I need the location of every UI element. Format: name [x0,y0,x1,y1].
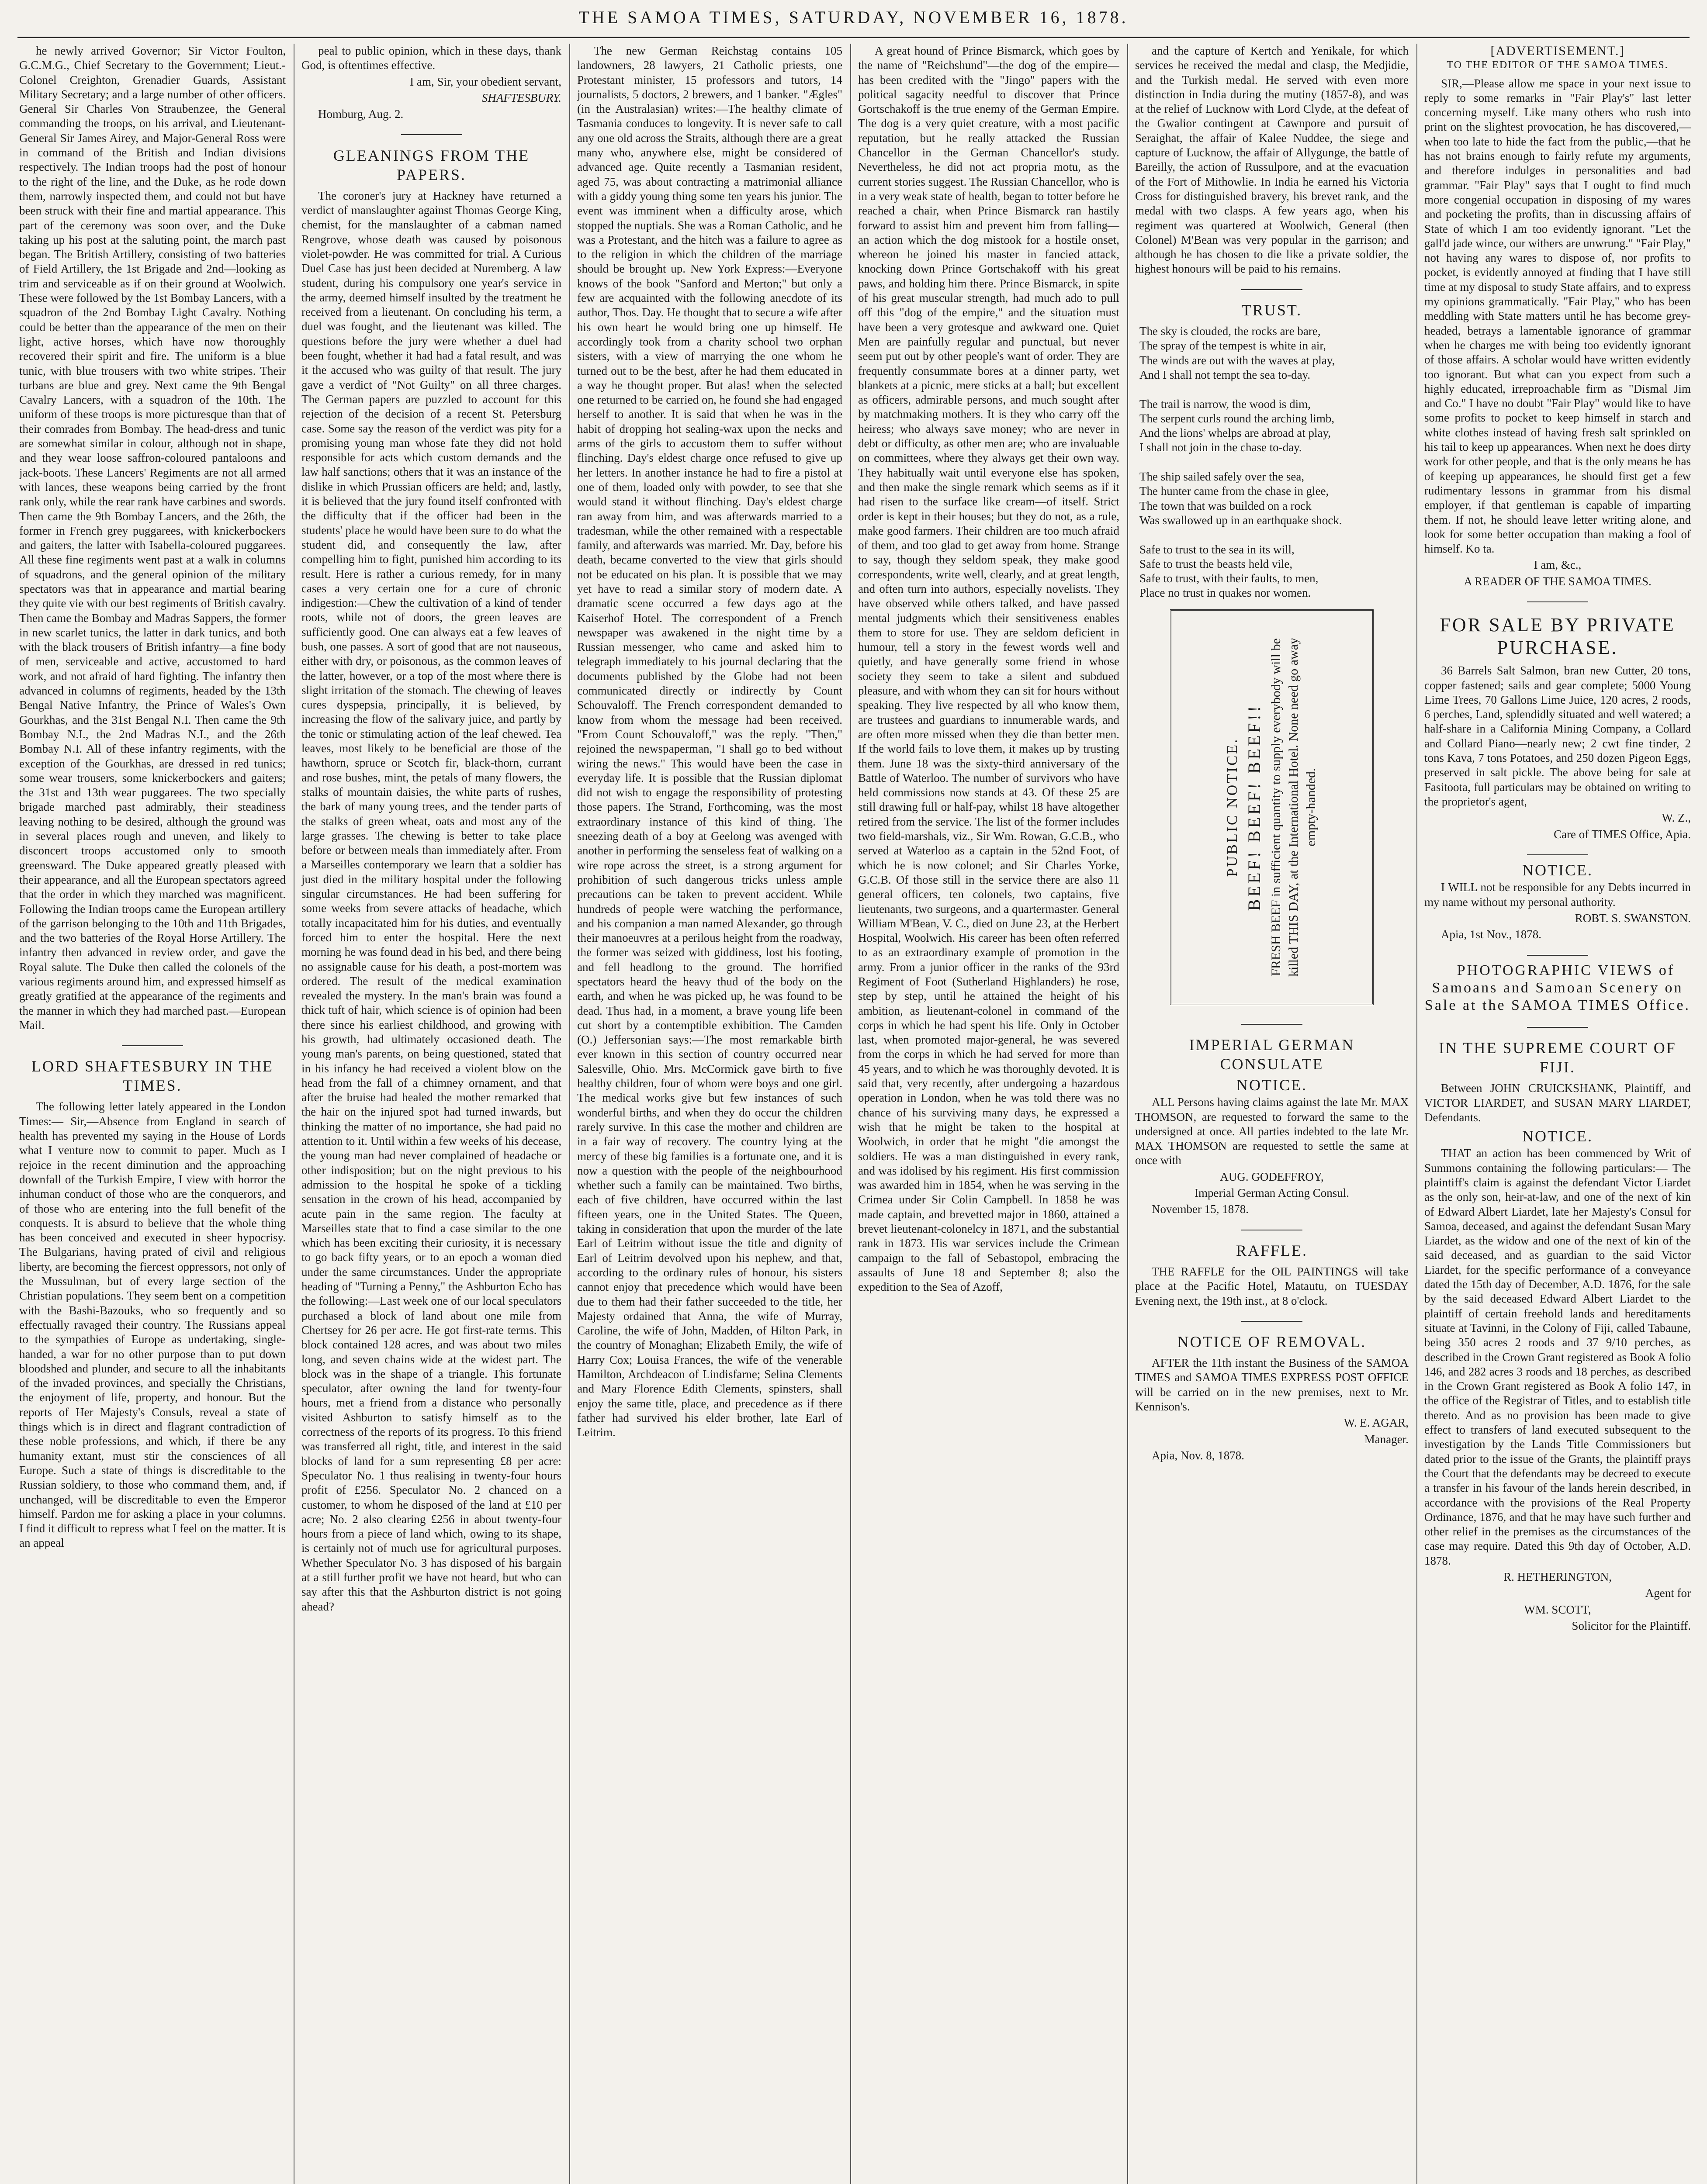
court-signature-2: WM. SCOTT, [1524,1603,1591,1616]
beef-advertisement [1170,609,1374,1005]
headline-removal: NOTICE OF REMOVAL. [1177,1333,1367,1351]
reader-letter-closing: I am, &c., [1534,558,1582,572]
removal-date: Apia, Nov. 8, 1878. [1152,1448,1244,1462]
headline-raffle: RAFFLE. [1236,1241,1308,1259]
swanston-date: Apia, 1st Nov., 1878. [1441,928,1541,941]
letter-continuation: peal to public opinion, which in these days, thank God, is oftentimes effective. [301,44,561,72]
poem-line: Place no trust in quakes nor women. [1139,586,1311,600]
headline-trust: TRUST. [1241,301,1302,319]
swanston-notice-body: I WILL not be responsible for any Debts incurred in my name without my personal authority. [1424,881,1691,909]
poem-line: The serpent curls round the arching limb, [1139,411,1335,425]
notice-title: NOTICE. [1522,861,1593,879]
column-5 [1135,44,1409,2184]
divider [1424,844,1691,859]
column-4 [858,44,1119,2184]
newspaper-masthead: THE SAMOA TIMES, SATURDAY, NOVEMBER 16, 1878. [578,7,1129,27]
consul-date: November 15, 1878. [1152,1203,1249,1216]
swanston-signature: ROBT. S. SWANSTON. [1575,912,1691,925]
headline-for-sale: FOR SALE BY PRIVATE PURCHASE. [1440,614,1676,659]
poem-line [1139,382,1409,397]
removal-role: Manager. [1364,1432,1409,1446]
column-2 [301,44,561,2184]
article-gleanings: The coroner's jury at Hackney have returned a verdict of manslaughter against Thomas George King, chemist, for the manslaughter of a cabman named Rengrove, whose death was caused by poisonous violet-powder. He was committed for trial. A Curious Duel Case has just been decided at Nuremberg. A law student, during his compulsory one year's service in the army, deemed himself insulted by the treatment he received from a lieutenant. On concluding his term, a duel was fought, and the lieutenant was killed. The questions before the jury were whether a duel had been fought, whether it had had a fatal result, and was it the accused who was guilty of that result. The jury gave a verdict of "Not Guilty" on all three charges. The German papers are puzzled to account for this rejection of the decision of a recent St. Petersburg case. Some say the reason of the verdict was pity for a promising young man whose fate they did not hold responsible for acts which custom demands and the law half sanctions; others that it was an instance of the dislike in which Prussian officers are held; and, lastly, it is believed that the jury found itself confronted with the difficulty that if the officer had been in the students' place he would have been sure to do what the student did, and consequently the law, after compelling him to fight, punished him according to its result. Here is rather a curious remedy, for in many cases a very certain one for a cure of chronic indigestion:—Chew the cultivation of a kind of tender roots, while not of doors, the green leaves are sufficiently good. One can always eat a few leaves of bush, one passes. A sort of good that are not nauseous, either with dry, or poisonous, as the common leaves of the latter, however, or a top of the most where there is slight irritation of the stomach. The chewing of leaves cures dyspepsia, principally, it is believed, by increasing the flow of the salivary juice, and partly by the tonic or stimulating action of the leaf chewed. Tea leaves, most likely to be beneficial are those of the hawthorn, spruce or Scotch fir, black-thorn, currant and rose bushes, mint, the petals of many flowers, the stalks of mountain daisies, the white parts of rushes, the bark of many young trees, and the tender parts of the stalks of green wheat, oats and most any of the large grasses. The chewing is better to take place before or between meals than immediately after. From a Marseilles contemporary we learn that a soldier has just died in the military hospital under the following singular circumstances. He had been suffering for some weeks from severe attacks of headache, which totally incapacitated him for his duties, and eventually forced him to enter the hospital. Here the next morning he was found dead in his bed, and there being no assignable cause for his death, a post-mortem was ordered. The result of the medical examination revealed the mystery. In the man's brain was found a thick tuft of hair, which science is of opinion had been there since his earliest childhood, and growing with his growth, had ultimately occasioned death. The young man's parents, on being questioned, stated that in his infancy he had received a violent blow on the head from the fall of a chimney ornament, and that after the bruise had healed the mother remarked that the hair on the injured spot had turned inwards, but thinking the matter of no importance, she had paid no attention to it. Until within a few weeks of his decease, the young man had never complained of headache or other indisposition; but on the night previous to his admission to the hospital he spoke of a tickling sensation in the crown of his head, accompanied by acute pain in the same region. The faculty at Marseilles state that to find a case similar to the one which has been exciting their curiosity, it is necessary to go back fifty years, or to an epoch a woman died under the same circumstances. Under the appropriate heading of "Turning a Penny," the Ashburton Echo has the following:—Last week one of our local speculators purchased a block of land about one mile from Chertsey for 26 per acre. He got first-rate terms. This block contained 128 acres, and was about two miles long, and seven chains wide at the widest part. The block was in the shape of a triangle. This fortunate speculator, after owning the land for twenty-four hours, met a friend from a distance who personally visited Ashburton to satisfy himself as to the correctness of the reports of its progress. To this friend was transferred all right, title, and interest in the said blocks of land for a sum representing £8 per acre: Speculator No. 1 thus realising in twenty-four hours profit of £256. Speculator No. 2 chanced on a customer, to whom he disposed of the land at £10 per acre; No. 2 also clearing £256 in about twenty-four hours from a piece of land which, owing to its shape, is certainly not of much use for agricultural purposes. Whether Speculator No. 3 has disposed of his bargain at a still further profit we have not heard, but who can say after this that the Ashburton district is not going ahead? [301,189,561,1613]
advertisement-label: [ADVERTISEMENT.] [1490,44,1625,58]
divider [1135,1014,1409,1028]
beef-body: FRESH BEEF in sufficient quantity to supply everybody will be killed THIS DAY, at the International Hotel. None need go away empty-handed. [1269,637,1318,977]
consulate-notice-body: ALL Persons having claims against the late Mr. MAX THOMSON, are requested to forward the same to the undersigned at once. All parties indebted to the late Mr. MAX THOMSON are requested to settle the same at once with [1135,1095,1409,1167]
column-rule [569,44,570,2184]
divider [1135,1311,1409,1325]
reader-letter-signature: A READER OF THE SAMOA TIMES. [1464,574,1652,588]
divider [19,1035,286,1050]
beef-advertisement-text [1224,624,1320,991]
letter-closing: I am, Sir, your obedient servant, [410,75,561,88]
letter-place-date: Homburg, Aug. 2. [318,107,404,121]
consul-title: Imperial German Acting Consul. [1195,1186,1349,1200]
notice-title: NOTICE. [1522,1127,1593,1145]
reader-letter-body: SIR,—Please allow me space in your next issue to reply to some remarks in "Fair Play's" last letter concerning myself. Like many others who rush into print on the slightest provocation, he has discovered,—when too late to hide the fact from the public,—that he has not brains enough to fairly refute my arguments, and therefore indulges in personalities and bad grammar. "Fair Play" says that I ought to find much more congenial occupation in disposing of my wares and pocketing the profits, than in discussing affairs of State of which I am too evidently ignorant. "Let the gall'd jade wince, our withers are unwrung." "Fair Play," not having any wares to dispose of, nor profits to pocket, is evidently annoyed at finding that I have still time at my disposal to study State affairs, and to express my opinions grammatically. "Fair Play," who has been meddling with State matters until he has become grey-headed, betrays a lamentable ignorance of grammar when he charges me with being too evidently ignorant of those affairs. A scholar would have written evidently too ignorant. But what can you expect from such a highly educated, irreproachable firm as "Dismal Jim and Co." I have no doubt "Fair Play" would like to have some profits to pocket to keep himself in starch and white clothes instead of having fresh salt sprinkled on his tail to keep up appearances. When next he does dirty work for other people, and that is the only means he has of keeping up appearances, he should first get a few rudimentary lessons in grammar from his dismal employer, if that gentleman is capable of imparting them. If not, he should leave letter writing alone, and look for some better occupation than making a fool of himself. Ko ta. [1424,76,1691,556]
column-3 [577,44,842,2184]
for-sale-office: Care of TIMES Office, Apia. [1554,827,1691,841]
court-notice-body: THAT an action has been commenced by Writ of Summons containing the following particulars:— The plaintiff's claim is against the defendant Victor Liardet as the only son, heir-at-law, and one of the next of kin of Edward Albert Liardet, late her Majesty's Consul for Samoa, deceased, and against the defendant Susan Mary Liardet, as the widow and one of the next of kin of the said deceased, and as guardian to the said Victor Liardet, for the specific performance of a conveyance dated the 15th day of December, A.D. 1876, for the sale by the said deceased Edward Albert Liardet to the plaintiff of certain freehold lands and hereditaments situate at Tavinni, in the Colony of Fiji, called Tabaune, being 350 acres 2 roods and 37 9/10 perches, as described in the Crown Grant registered as Book A folio 146, and 282 acres 3 roods and 18 perches, as described in the Crown Grant registered as Book A folio 147, in the office of the Registrar of Titles, and to establish title thereto. And as no provision has been made to give effect to transfers of land executed subsequent to the investigation by the Lands Title Commissioners but dated prior to the issue of the Grants, the plaintiff prays the Court that the defendants may be decreed to execute a transfer in his favour of the lands herein described, in accordance with the provisions of the Real Property Ordinance, 1876, and that he may have such further and other relief in the premises as the circumstances of the case may require. Dated this 9th day of October, A.D. 1878. [1424,1147,1691,1567]
poem-line: The hunter came from the chase in glee, [1139,484,1329,498]
column-6 [1424,44,1691,2184]
court-signature-2-role: Solicitor for the Plaintiff. [1572,1619,1691,1632]
article-bismarck-hound: A great hound of Prince Bismarck, which goes by the name of "Reichshund"—the dog of the empire—has been credited with the "Jingo" papers with the political sagacity needful to discover that Prince Gortschakoff is the true enemy of the German Empire. The dog is a very quiet creature, with a most pacific reputation, but he really attacked the Russian Chancellor in the German Chancellor's study. Nevertheless, he did not act propria motu, as the current stories suggest. The Russian Chancellor, who is in a very weak state of health, began to totter before he reached a chair, when Prince Bismarck ran hastily forward to assist him and prevent him from falling—an action which the dog mistook for a hostile onset, whereon he joined his master in fancied attack, knocking down Prince Gortschakoff with his great paws, and holding him there. Prince Bismarck, in spite of his great muscular strength, had much ado to pull off this "dog of the empire," and the situation must have been a very grotesque and awkward one. Quiet Men are painfully regular and punctual, but never seem put out by other people's want of order. They are frequently consummate bores at a dinner party, wet blankets at a picnic, mere sticks at a ball; but excellent as officers, admirable persons, and much sought after by matchmaking mothers. It is they who carry off the heiress; who always save money; who are never in debt or difficulty, as other men are; who are invaluable on committees, where they always get their own way. They habitually wait until everyone else has spoken, and then make the single remark which seems as if it had risen to the surface like cream—of itself. Strict order is kept in their houses; but they do not, as a rule, make good farmers. Their children are too much afraid of them, and too glad to get away from home. Strange to say, though they seldom speak, they make good correspondents, write well, clearly, and at great length, and often turn into authors, especially novelists. They have observed while others talked, and have passed mental judgments which their sensitiveness enables them to store for use. They are seldom deficient in humour, tell a story in the fewest words well and quietly, and have generally some friend in whose society they seem to take a silent and subdued pleasure, and with whom they can sit for hours without speaking. They live respected by all who know them, are trustees and guardians to innumerable wards, and are often more missed when they die than better men. If the world fails to love them, it makes up by trusting them. June 18 was the sixty-third anniversary of the Battle of Waterloo. The number of survivors who have held commissions now stands at 43. Of these 25 are still drawing full or half-pay, whilst 18 have altogether retired from the service. The list of the former includes two field-marshals, viz., Sir Wm. Rowan, G.C.B., who served at Waterloo as a captain in the 52nd Foot, of which he is now colonel; and Sir Charles Yorke, G.C.B. Of those still in the service there are also 11 general officers, ten colonels, two captains, five lieutenants, two surgeons, and a quartermaster. General William M'Bean, V. C., died on June 23, at the Herbert Hospital, Woolwich. His career has been often referred to as an extraordinary example of promotion in the army. From a junior officer in the ranks of the 93rd Regiment of Foot (Sutherland Highlanders) he rose, step by step, until he attained the height of his ambition, as lieutenant-colonel in command of the corps in which he had spent his life. Only in October last, when promoted major-general, he was severed from the corps in which he had served for more than 45 years, and to which he was thoroughly devoted. It is said that, very recently, after undergoing a hazardous operation in London, when he was told there was no chance of his surviving many days, he expressed a wish that he might be taken to the hospital at Woolwich, in order that he might "die amongst the soldiers. He was a man distinguished in every rank, and was idolised by his regiment. His first commission was awarded him in 1854, when he was serving in the Crimea under Sir Colin Campbell. In 1858 he was made captain, and brevetted major in 1860, attained a brevet lieutenant-colonelcy in 1871, and the substantial rank in 1873. His war services include the Crimean campaign to the fall of Sebastopol, embracing the assaults of June 18 and September 8; also the expedition to the Sea of Azoff, [858,44,1119,1294]
notice-title: NOTICE. [1236,1076,1307,1094]
column-1 [19,44,286,2184]
article-mbean-continued: and the capture of Kertch and Yenikale, for which services he received the medal and clasp, the Medjidie, and the Turkish medal. He served with even more distinction in India during the mutiny (1857-8), and was at the relief of Lucknow with Lord Clyde, at the defeat of the Gwalior contingent at Cawnpore and pursuit of Seraighat, the affair of Kalee Nuddee, the siege and capture of Lucknow, the affair of Allygunge, the battle of Bareilly, the action of Russulpore, and at the evacuation of the Fort of Mithowlie. In India he earned his Victoria Cross for distinguished bravery, his brevet rank, and the medal with two clasps. A few years ago, when his regiment was quartered at Woolwich, General (then Colonel) M'Bean was very popular in the garrison; and although he has chosen to die like a private soldier, the highest honours will be paid to his remains. [1135,44,1409,276]
headline-gleanings: GLEANINGS FROM THE PAPERS. [333,146,530,183]
court-signature-1-role: Agent for [1645,1586,1691,1600]
poem-line: And the lions' whelps are abroad at play, [1139,426,1331,440]
poem-line: The ship sailed safely over the sea, [1139,470,1305,484]
beef-headline: BEEF! BEEF! BEEF!! [1244,703,1264,911]
court-parties: Between JOHN CRUICKSHANK, Plaintiff, and VICTOR LIARDET, and SUSAN MARY LIARDET, Defendants. [1424,1082,1691,1124]
poem-line: The town that was builded on a rock [1139,499,1312,512]
article-lord-shaftesbury: The following letter lately appeared in the London Times:— Sir,—Absence from England in search of health has prevented my saying in the House of Lords what I venture now to commit to paper. Much as I rejoice in the recent diminution and the approaching downfall of the Turkish Empire, I view with horror the inhuman conduct of those who are the conquerors, and of those who are entering into the full benefit of the conquests. It is absurd to believe that the whole thing has been conceived and executed in sheer hypocrisy. The Bulgarians, having prated of civil and religious liberty, are becoming the fiercest oppressors, not only of the Mussulman, but of every large section of the Christian populations. They seem bent on a competition with the Bashi-Bazouks, who so frequently and so effectually ravaged their country. The Russians appeal to the sympathies of Europe as undertaking, single-handed, a war for no other purpose than to put down bloodshed and plunder, and secure to all the inhabitants of the invaded provinces, and specially the Christians, the enjoyment of life, property, and honour. But the reports of Her Majesty's Consuls, reveal a state of things which is in direct and flagrant contradiction of these noble professions, and which, if there be any humanity extant, must stir the consciences of all Europe. Such a state of things is discreditable to the Russian soldiery, to those who command them, and, if unchanged, will be discreditable to even the Emperor himself. Pardon me for asking a place in your columns. I find it difficult to repress what I feel on the matter. It is an appeal [19,1100,286,1550]
headline-lord-shaftesbury: LORD SHAFTESBURY IN THE TIMES. [31,1057,274,1095]
poem-line: The spray of the tempest is white in air, [1139,339,1326,352]
removal-body: AFTER the 11th instant the Business of the SAMOA TIMES and SAMOA TIMES EXPRESS POST OFFICE will be carried on in the new premises, next to Mr. Kennison's. [1135,1356,1409,1413]
divider [1135,1220,1409,1234]
divider [1135,279,1409,294]
public-notice-title: PUBLIC NOTICE. [1224,737,1240,877]
column-rule [1416,44,1417,2184]
column-rule [850,44,851,2184]
poem-line: Safe to trust to the sea in its will, [1139,543,1295,556]
poem-line [1139,528,1409,542]
poem-line: I shall not join in the chase to-day. [1139,441,1302,454]
poem-line: Was swallowed up in an earthquake shock. [1139,513,1342,527]
headline-supreme-court: IN THE SUPREME COURT OF FIJI. [1439,1039,1676,1076]
headline-consulate: IMPERIAL GERMAN CONSULATE [1189,1036,1355,1073]
removal-signature: W. E. AGAR, [1343,1416,1409,1430]
letter-signature: SHAFTESBURY. [481,91,561,104]
consul-name: AUG. GODEFFROY, [1220,1170,1324,1183]
poem-line: The trail is narrow, the wood is dim, [1139,397,1311,411]
divider [1424,591,1691,606]
column-rule [1127,44,1128,2184]
raffle-body: THE RAFFLE for the OIL PAINTINGS will take place at the Pacific Hotel, Matautu, on TUESDAY Evening next, the 19th inst., at 8 o'clock. [1135,1265,1409,1307]
for-sale-body: 36 Barrels Salt Salmon, bran new Cutter, 20 tons, copper fastened; sails and gear complete; 5000 Young Lime Trees, 70 Gallons Lime Juice, 120 acres, 2 roods, 6 perches, Land, splendidly situated and well watered; a half-share in a California Mining Company, a Collard and Collard Piano—nearly new; 2 cwt fine tinder, 2 tons Kava, 7 tons Potatoes, and 250 dozen Pigeon Eggs, preserved in salt pickle. The above being for sale at Fasitoota, full particulars may be obtained on writing to the proprietor's agent, [1424,664,1691,808]
poem-line: Safe to trust, with their faults, to men, [1139,572,1319,585]
advertisement-addressee: TO THE EDITOR OF THE SAMOA TIMES. [1447,59,1669,71]
article-news-items: The new German Reichstag contains 105 landowners, 28 lawyers, 21 Catholic priests, one Protestant minister, 15 professors and tutors, 14 journalists, 5 doctors, 2 brewers, and 1 banker. "Ægles" (in the Australasian) writes:—The healthy climate of Tasmania conduces to longevity. It is never safe to call any one old across the Straits, although there are a great many who, anywhere else, might be considered of advanced age. Quite recently a Tasmanian resident, aged 75, was about contracting a matrimonial alliance with a giddy young thing some ten years his junior. The event was imminent when a difficulty arose, which stopped the nuptials. She was a Roman Catholic, and he was a Protestant, and the hitch was a failure to agree as to the religion in which the children of the marriage should be brought up. New York Express:—Everyone knows of the book "Sanford and Merton;" but only a few are acquainted with the following anecdote of its author, Thos. Day. He thought that to secure a wife after his own heart he would bring one up himself. He accordingly took from a charity school two orphan sisters, with a view of marrying the one whom he turned out to be the best, after he had them educated in a way he thought proper. But alas! when the selected one returned to be carried on, he found she had engaged herself to another. It is said that when he was in the habit of dropping hot sealing-wax upon the necks and arms of the girls to accustom them to suffer without flinching. Day's eldest charge once refused to give up her letters. In another instance he had to fire a pistol at one of them, loaded only with powder, to see that she would stand it without flinching. Day's eldest charge ran away from him, and was afterwards married to a tradesman, while the other remained with a respectable family, and afterwards was married. Mr. Day, before his death, became converted to the view that girls should not be educated on his plan. It is possible that we may yet have to read a similar story of modern date. A dramatic scene occurred a few days ago at the Kaiserhof Hotel. The correspondent of a French newspaper was awakened in the night time by a Russian messenger, who came and asked him to telegraph immediately to his journal declaring that the documents published by the Globe had not been communicated directly or indirectly by Count Schouvaloff. The French correspondent demanded to know from whom the message had been received. "From Count Schouvaloff," was the reply. "Then," rejoined the newspaperman, "I shall go to bed without wiring the news." This would have been the case in everyday life. It is possible that the Russian diplomat did not wish to engage the responsibility of protesting those papers. The Strand, Forthcoming, was the most extraordinary instance of this kind of thing. The sneezing death of a boy at Geelong was avenged with another in performing the senseless feat of walking on a wire rope across the street, is a strong argument for prohibition of such dangerous tricks unless ample precautions can be taken to prevent accident. While hundreds of people were watching the performance, and his companion a man named Alexander, go through their manoeuvres at a perilous height from the roadway, the former was seized with giddiness, lost his footing, and fell headlong to the ground. The horrified spectators heard the heavy thud of the body on the earth, and when he was picked up, he was found to be dead. Thus had, in a moment, a brave young life been cut short by a contemptible exhibition. The Camden (O.) Jeffersonian says:—The most remarkable birth ever known in this section of country occurred near Salesville, Ohio. Mrs. McCormick gave birth to five healthy children, four of whom were boys and one girl. The medical works give but few instances of such wonderful births, and when they do occur the children rarely survive. In this case the mother and children are in a fair way of recovery. The country lying at the mercy of these big families is a fortunate one, and it is now a question with the people of the neighbourhood whether such a family can be maintained. Two births, each of five children, have occurred within the last fifteen years, one in the United States. The Queen, taking in consideration that upon the murder of the late Earl of Leitrim without issue the title and dignity of Earl of Leitrim devolved upon his nephew, and that, according to the ordinary rules of honour, his sisters cannot enjoy that precedence which would have been due to them had their father succeeded to the title, her Majesty ordained that Anna, the wife of Murray, Caroline, the wife of John, Madden, of Hilton Park, in the country of Monaghan; Elizabeth Emily, the wife of Harry Cox; Louisa Frances, the wife of the venerable Hamilton, Archdeacon of Lindisfarne; Selina Clements and Mary Florence Edith Clements, spinsters, shall enjoy the same title, place, and precedence as if there father had survived his elder brother, late Earl of Leitrim. [577,44,842,1439]
poem-trust [1135,324,1409,601]
article-military-review: he newly arrived Governor; Sir Victor Foulton, G.C.M.G., Chief Secretary to the Government; Lieut.-Colonel Creighton, Grenadier Guards, Assistant Military Secretary; and a large number of other officers. General Sir Charles Von Straubenzee, the General commanding the troops, on his arrival, and Lieutenant-General Sir James Airey, and Major-General Ross were in command of the British and Indian divisions respectively. The Indian troops had the post of honour to the right of the line, and the Duke, as he rode down them, narrowly inspected them, and could not but have been struck with their fine and martial appearance. This part of the ceremony was soon over, and the Duke taking up his post at the saluting point, the march past began. The British Artillery, consisting of two batteries of Field Artillery, the 1st Brigade and 2nd—looking as trim and serviceable as if on their ground at Woolwich. These were followed by the 1st Bombay Lancers, with a squadron of the 2nd Bombay Light Cavalry. Nothing could be better than the appearance of the men on their light, active horses, which have now thoroughly recovered their spirit and fire. The uniform is a blue tunic, with blue trousers with two white stripes. Their turbans are blue and grey. Next came the 9th Bengal Cavalry Lancers, with a squadron of the 10th. The uniform of these troops is more picturesque than that of their comrades from Bombay. The head-dress and tunic are somewhat similar in colour, although not in shape, and they wear loose saffron-coloured pantaloons and jack-boots. These Lancers' Regiments are not all armed with lances, these weapons being carried by the front rank only, while the rear rank have carbines and swords. Then came the 9th Bombay Lancers, and the 26th, the former in French grey puggarees, with knickerbockers and gaiters, the latter with Isabella-coloured puggarees. All these fine regiments went past at a walk in columns of squadrons, and the general opinion of the military spectators was that in appearance and martial bearing they quite vie with our best regiments of British cavalry. Then came the Bombay and Madras Sappers, the former in new scarlet tunics, the latter in dark tunics, and both with the black trousers of British infantry—a fine body of men, serviceable and active, accustomed to hard work, and not afraid of hard fighting. The infantry then advanced in columns of regiments, headed by the 13th Bengal Native Infantry, the Prince of Wales's Own Gourkhas, and the 31st Bengal N.I. Then came the 9th Bombay N.I., the 2nd Madras N.I., and the 26th Bombay N.I. All of these infantry regiments, with the exception of the Gourkhas, are dressed in red tunics; some wear trousers, some knickerbockers and gaiters; the 31st and 13th wear puggarees. The two specially brigade marched past admirably, their steadiness leaving nothing to be desired, although the ground was in several places rough and uneven, and likely to disconcert troops accustomed only to smooth greensward. The Duke appeared greatly pleased with their appearance, and all the European spectators agreed that the order in which they marched was magnificent. Following the Indian troops came the European artillery of the garrison belonging to the 10th and 11th Brigades, and the two batteries of the Royal Horse Artillery. The infantry then advanced in review order, and gave the Royal salute. The Duke then called the colonels of the various regiments around him, and expressed himself as greatly gratified at the appearance of the regiments and the manner in which they had marched past.—European Mail. [19,44,286,1032]
masthead-rule [17,37,1690,38]
poem-line: And I shall not tempt the sea to-day. [1139,368,1311,381]
divider [301,124,561,138]
court-signature-1: R. HETHERINGTON, [1503,1570,1612,1584]
poem-line: The winds are out with the waves at play, [1139,353,1335,367]
divider [1424,945,1691,959]
divider [1424,1017,1691,1031]
poem-line: The sky is clouded, the rocks are bare, [1139,325,1321,338]
photographic-views-ad: PHOTOGRAPHIC VIEWS of Samoans and Samoan Scenery on Sale at the SAMOA TIMES Office. [1424,962,1691,1013]
for-sale-agent: W. Z., [1662,811,1691,825]
poem-line: Safe to trust the beasts held vile, [1139,557,1293,570]
poem-line [1139,455,1409,470]
